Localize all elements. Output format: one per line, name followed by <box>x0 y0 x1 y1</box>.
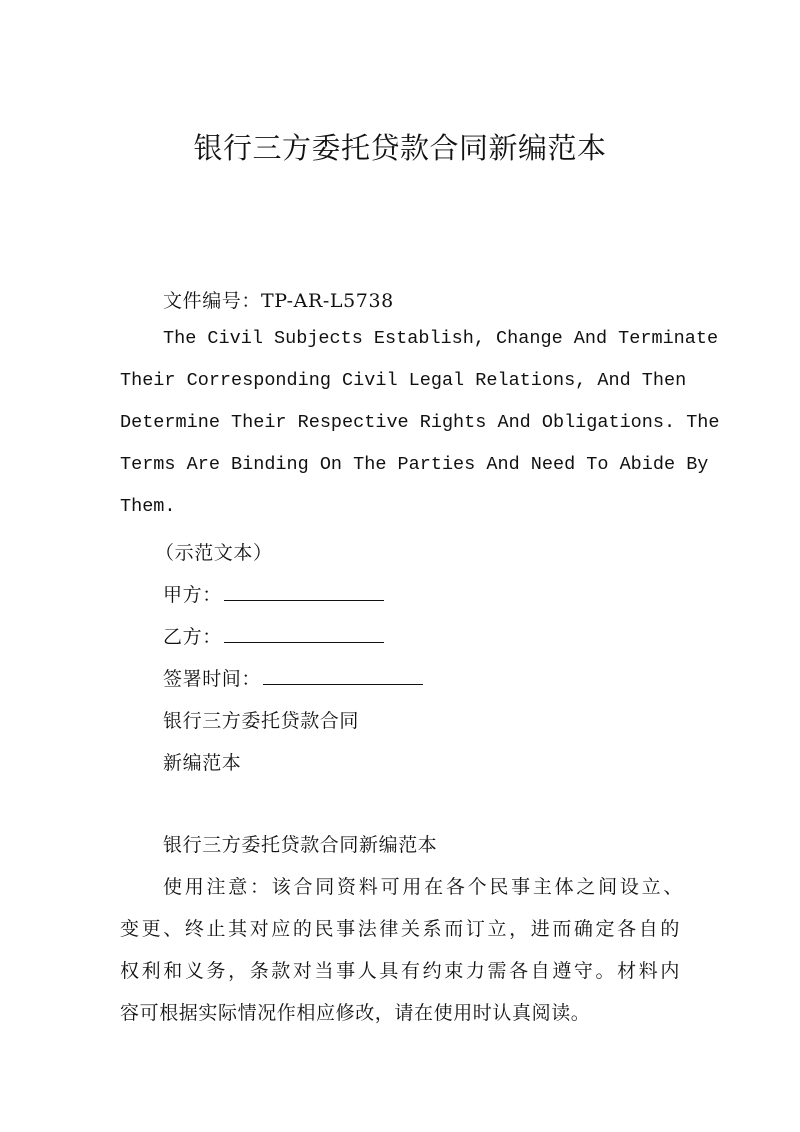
notice-line-1: 使用注意：该合同资料可用在各个民事主体之间设立、 <box>163 876 683 898</box>
party-b-row <box>163 622 683 649</box>
sign-time-blank[interactable] <box>263 670 423 685</box>
cover-title-line-2: 新编范本 <box>163 752 242 774</box>
notice-line-2: 变更、终止其对应的民事法律关系而订立，进而确定各自的 <box>120 918 680 940</box>
sample-text-label: （示范文本） <box>155 542 273 564</box>
english-line-1: The Civil Subjects Establish, Change And Terminate <box>163 328 719 349</box>
party-a-blank[interactable] <box>224 586 384 601</box>
party-a-row <box>163 580 683 607</box>
notice-line-3: 权利和义务，条款对当事人具有约束力需各自遵守。材料内 <box>120 960 680 982</box>
notice-line-4: 容可根据实际情况作相应修改，请在使用时认真阅读。 <box>120 1002 591 1024</box>
party-a-label: 甲方： <box>163 584 222 606</box>
cover-title-line-1: 银行三方委托贷款合同 <box>163 710 360 732</box>
party-b-label: 乙方： <box>163 626 222 648</box>
sign-time-row <box>163 664 683 691</box>
english-line-2: Their Corresponding Civil Legal Relations, And Then <box>120 370 687 391</box>
section-title: 银行三方委托贷款合同新编范本 <box>163 834 438 856</box>
english-line-5: Them. <box>120 496 176 517</box>
party-b-blank[interactable] <box>224 628 384 643</box>
sign-time-label: 签署时间： <box>163 668 262 690</box>
document-title: 银行三方委托贷款合同新编范本 <box>193 131 607 165</box>
english-line-3: Determine Their Respective Rights And Obligations. The <box>120 412 720 433</box>
english-line-4: Terms Are Binding On The Parties And Need To Abide By <box>120 454 709 475</box>
file-number: 文件编号：TP-AR-L5738 <box>163 290 394 312</box>
